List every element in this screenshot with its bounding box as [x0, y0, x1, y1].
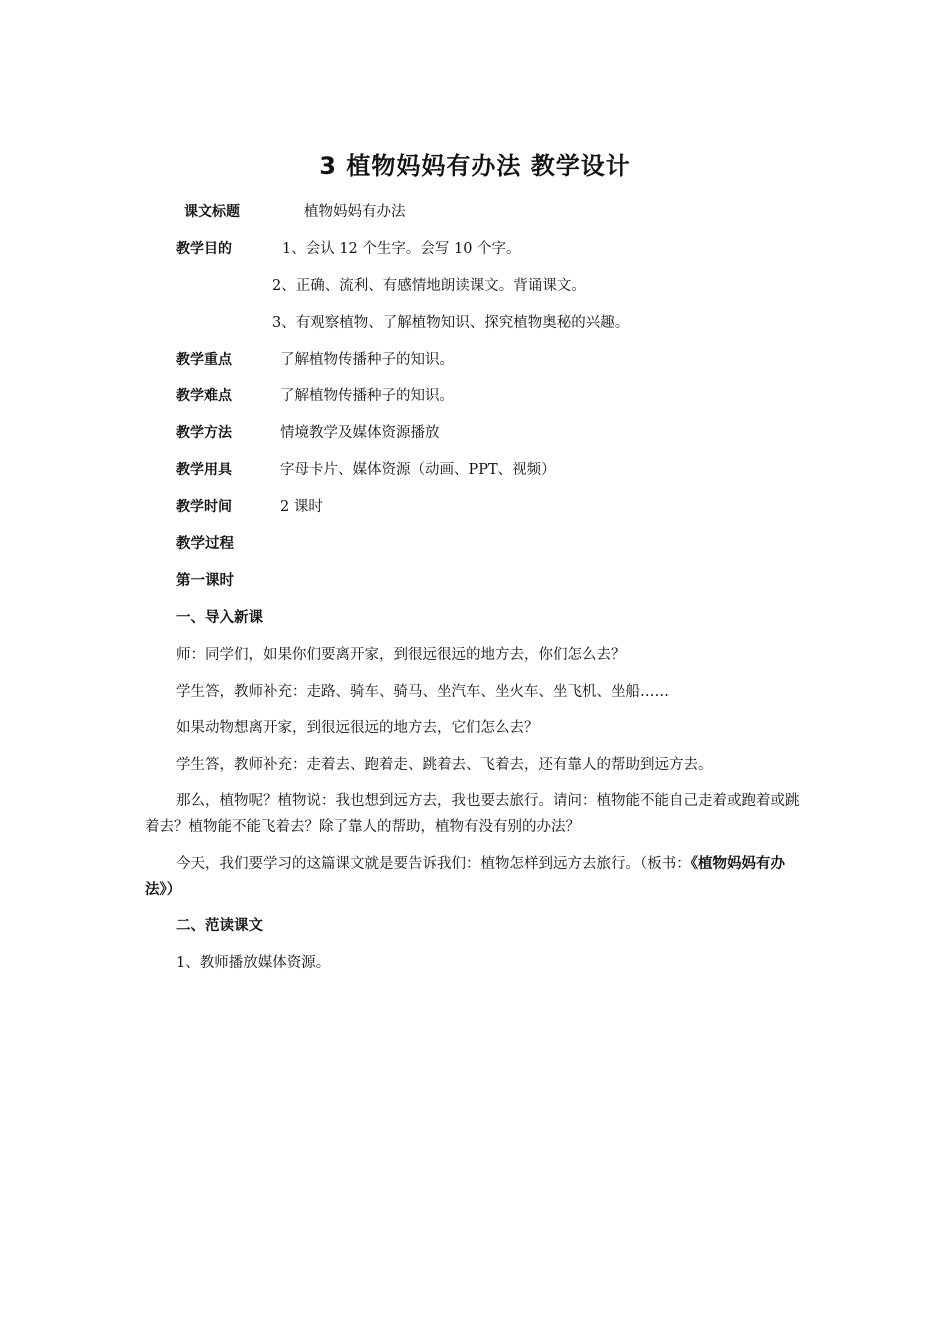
time-row — [0, 497, 950, 517]
time-label: 教学时间 — [176, 499, 232, 515]
key-point-label: 教学重点 — [176, 352, 232, 368]
objective-item: 1、会认 12 个生字。会写 10 个字。 — [282, 241, 521, 257]
lesson-title-label: 课文标题 — [184, 204, 240, 220]
objectives-label: 教学目的 — [176, 241, 232, 257]
difficulty-label: 教学难点 — [176, 388, 232, 404]
lesson-title-value: 植物妈妈有办法 — [304, 204, 406, 220]
difficulty-value: 了解植物传播种子的知识。 — [280, 388, 454, 404]
board-writing: 《植物妈妈有办法》 — [145, 856, 785, 898]
difficulty-row — [0, 386, 950, 406]
section2-heading: 二、范读课文 — [176, 918, 263, 934]
section1-line: 学生答，教师补充：走路、骑车、骑马、坐汽车、坐火车、坐飞机、坐船…… — [176, 684, 669, 700]
section1-line: 学生答，教师补充：走着去、跑着走、跳着去、飞着去，还有靠人的帮助到远方去。 — [176, 757, 713, 773]
first-lesson-heading: 第一课时 — [176, 573, 234, 589]
section1-line: 如果动物想离开家，到很远很远的地方去，它们怎么去？ — [176, 720, 539, 736]
method-value: 情境教学及媒体资源播放 — [280, 425, 440, 441]
document-title: 3 植物妈妈有办法 教学设计 — [319, 152, 631, 180]
section1-line: 师：同学们，如果你们要离开家，到很远很远的地方去，你们怎么去？ — [176, 647, 626, 663]
section1-paragraph-2 — [145, 851, 805, 903]
key-point-row — [0, 350, 950, 370]
lesson-title-row — [0, 202, 950, 222]
process-heading: 教学过程 — [176, 536, 234, 552]
paragraph-end: ） — [166, 882, 182, 898]
section2-line: 1、教师播放媒体资源。 — [176, 955, 331, 971]
section1-paragraph-1: 那么，植物呢？植物说：我也想到远方去，我也要去旅行。请问：植物能不能自己走着或跑着或跳着去？植物能不能飞着去？除了靠人的帮助，植物有没有别的办法？ — [145, 793, 800, 835]
objectives-row — [0, 239, 950, 259]
paragraph-text: 今天，我们要学习的这篇课文就是要告诉我们：植物怎样到远方去旅行。（板书： — [176, 856, 691, 872]
objective-item: 3、有观察植物、了解植物知识、探究植物奥秘的兴趣。 — [272, 315, 630, 331]
method-label: 教学方法 — [176, 425, 232, 441]
tools-row — [0, 460, 950, 480]
tools-label: 教学用具 — [176, 462, 232, 478]
method-row — [0, 423, 950, 443]
tools-value: 字母卡片、媒体资源（动画、PPT、视频） — [280, 462, 556, 478]
time-value: 2 课时 — [280, 499, 323, 515]
objective-item: 2、正确、流利、有感情地朗读课文。背诵课文。 — [272, 278, 586, 294]
section1-heading: 一、导入新课 — [176, 610, 263, 626]
key-point-value: 了解植物传播种子的知识。 — [280, 352, 454, 368]
